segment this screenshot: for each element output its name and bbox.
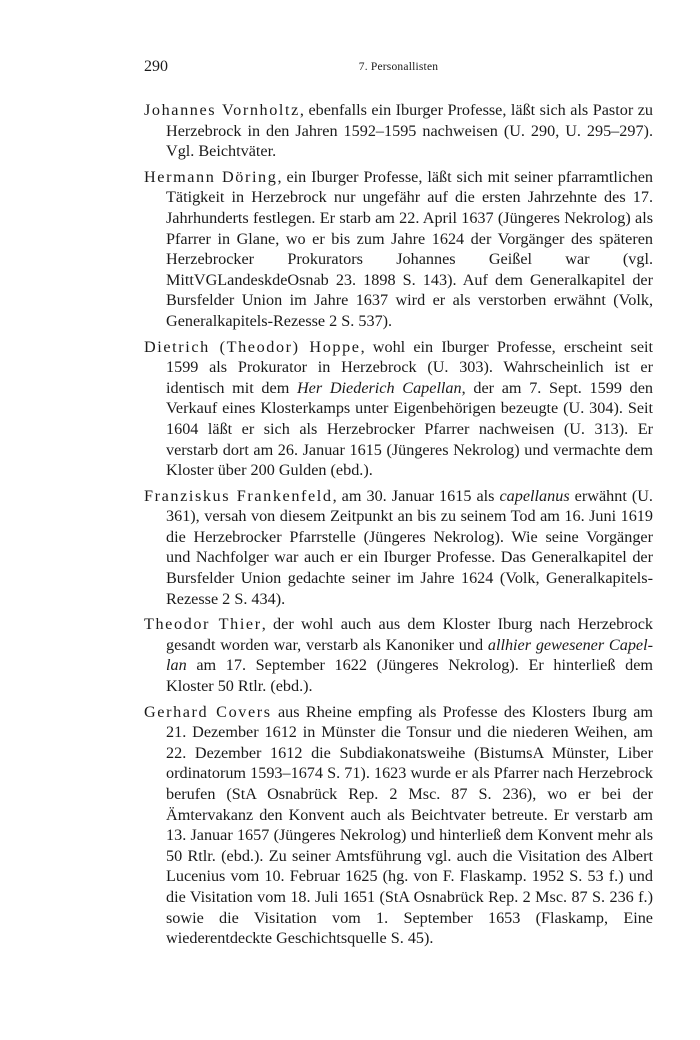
person-name: Johannes Vornholtz [144,101,300,119]
section-title: 7. Personallisten [358,61,439,73]
entry-text: erwähnt (U. 361), versah von diesem Zeitpunkt an bis zu seinem Tod am 16. Juni 1619 die Herzebrocker Pfarrstelle (Jüngeres Nekrolog). Wie seine Vorgänger und Nachfolger war auch er ein Iburger Professe. Das Generalkapitel der Bursfelder Union gedachte seiner im Jahre 1624 (Volk, Generalkapitels-Rezesse 2 S. 434). [166,486,653,608]
entry-vornholtz [144,100,653,162]
person-name: Gerhard Covers [144,702,272,721]
entry-text: am 17. September 1622 (Jüngeres Nekrolog). Er hinterließ dem Kloster 50 Rtlr. (ebd.). [166,656,653,696]
person-name: Franziskus Frankenfeld [144,486,333,505]
italic-term: capellanus [499,486,570,505]
entry-text: , wohl ein Iburger Professe, erscheint seit 1599 als Prokurator in Herzebrock (U. 303). Wahrscheinlich ist er identisch mit dem [166,337,653,397]
entry-frankenfeld [144,486,653,610]
document-page [144,58,653,954]
entry-text: , ebenfalls ein Iburger Professe, läßt sich als Pastor zu Herzebrock in den Jahren 1592–1595 nachweisen (U. 290, U. 295–297). Vgl. Beichtväter. [166,101,653,161]
entry-text: , der am 7. Sept. 1599 den Verkauf eines Klosterkamps unter Eigenbehörigen bezeugte (U. 304). Seit 1604 läßt er sich als Herzebrocker Pfarrer nachweisen (U. 313). Er verstarb dort am 26. Januar 1615 (Jüngeres Nekrolog) und vermachte dem Kloster über 200 Gulden (ebd.). [166,378,653,480]
entry-text: , am 30. Januar 1615 als [332,486,500,505]
entry-hoppe [144,337,653,481]
person-name: Hermann Döring [144,167,278,186]
running-head [144,58,653,80]
italic-quote: Her Diederich Capellan [296,378,462,397]
page-number: 290 [144,58,168,75]
person-name: Dietrich (Theodor) Hoppe [144,337,361,356]
entry-thier [144,614,653,696]
entry-doering [144,167,653,332]
person-name: Theodor Thier [144,615,262,634]
entry-text: , der wohl auch aus dem Kloster Iburg nach Herzebrock gesandt worden war, verstarb als Kanoniker und [166,615,653,654]
entry-covers [144,702,653,949]
entry-text: aus Rheine empfing als Professe des Klosters Iburg am 21. Dezember 1612 in Münster die Tonsur und die niederen Weihen, am 22. Dezember 1612 die Subdiakonatsweihe (BistumsA Münster, Liber ordinatorum 1593–1674 S. 71). 1623 wurde er als Pfarrer nach Herzebrock berufen (StA Osnabrück Rep. 2 Msc. 87 S. 236), wo er bei der Ämtervakanz den Konvent auch als Beichtvater betreute. Er verstarb am 13. Januar 1657 (Jüngeres Nekrolog) und hinterließ dem Konvent mehr als 50 Rtlr. (ebd.). Zu seiner Amtsführung vgl. auch die Visitation des Albert Lucenius vom 10. Februar 1625 (hg. von F. Flaskamp. 1952 S. 53 f.) und die Visitation vom 18. Juli 1651 (StA Osnabrück Rep. 2 Msc. 87 S. 236 f.) sowie die Visitation vom 1. September 1653 (Flaskamp, Eine wiederentdeckte Geschichtsquelle S. 45). [166,702,653,948]
italic-quote: allhier gewesener Capellan [166,635,653,675]
entry-text: , ein Iburger Professe, läßt sich mit seiner pfarramtlichen Tätigkeit in Herzebrock nur ungefähr auf die ersten Jahrzehnte des 17. Jahrhunderts festlegen. Er starb am 22. April 1637 (Jüngeres Nekrolog) als Pfarrer in Glane, wo er bis zum Jahre 1624 der Vorgänger des späteren Herzebrocker Prokurators Johannes Geißel war (vgl. MittVGLandeskdeOsnab 23. 1898 S. 143). Auf dem Generalkapitel der Bursfelder Union im Jahre 1637 wird er als verstorben erwähnt (Volk, Generalkapitels-Rezesse 2 S. 537). [166,167,653,330]
